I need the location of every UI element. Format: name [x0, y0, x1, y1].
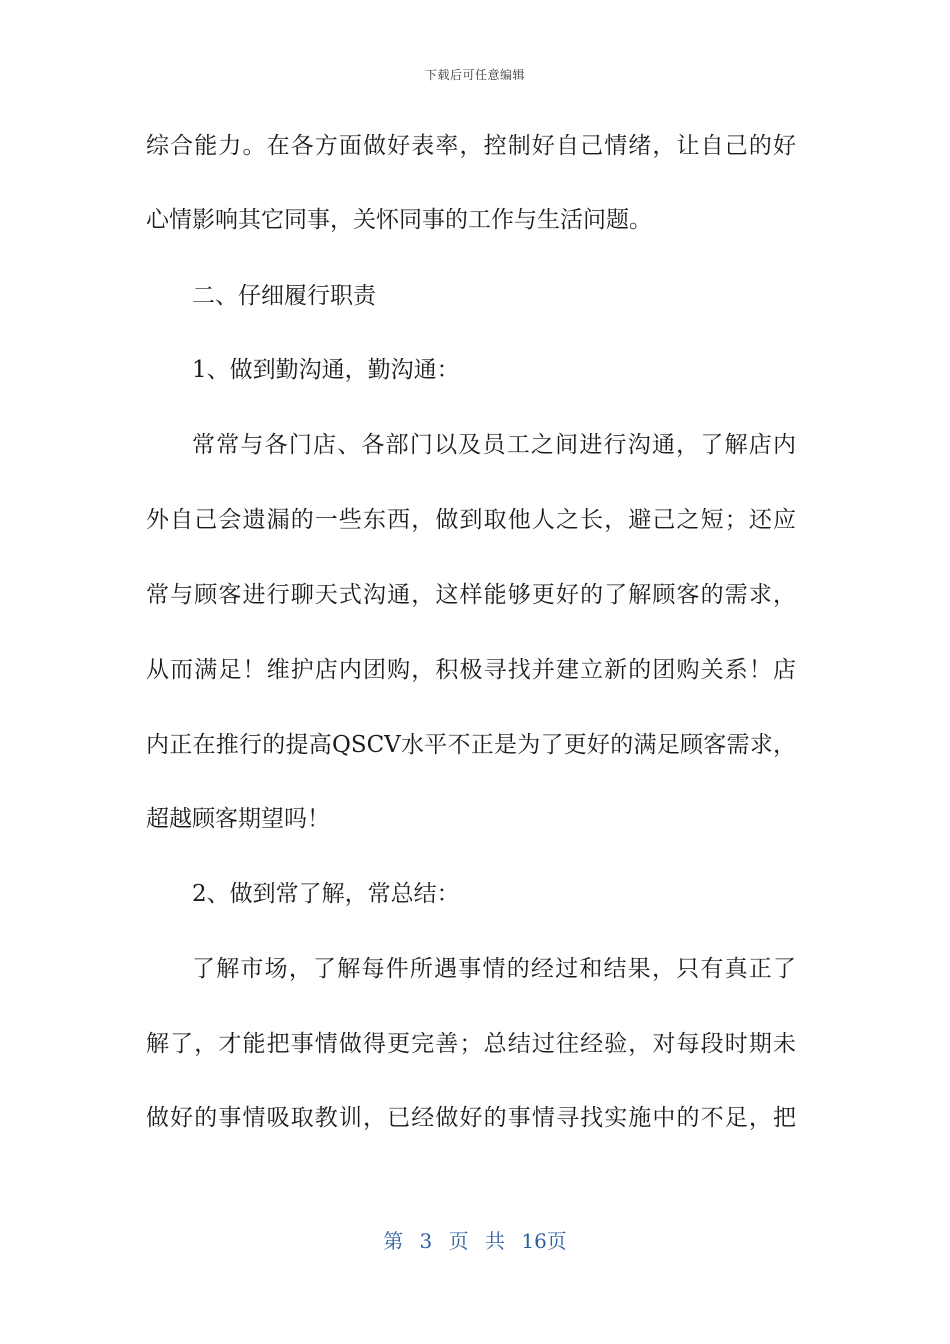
paragraph-line: 内正在推行的提高QSCV水平不正是为了更好的满足顾客需求， — [146, 732, 796, 758]
paragraph-line: 综合能力。在各方面做好表率，控制好自己情绪，让自己的好 — [146, 133, 796, 159]
paragraph-line: 超越顾客期望吗！ — [146, 806, 330, 832]
subsection-heading: 1、做到勤沟通，勤沟通： — [192, 357, 460, 383]
section-heading: 二、仔细履行职责 — [192, 283, 376, 309]
paragraph-line: 从而满足！维护店内团购，积极寻找并建立新的团购关系！店 — [146, 657, 796, 683]
paragraph-line: 常常与各门店、各部门以及员工之间进行沟通，了解店内 — [192, 432, 796, 458]
paragraph-line: 常与顾客进行聊天式沟通，这样能够更好的了解顾客的需求， — [146, 582, 796, 608]
subsection-heading: 2、做到常了解，常总结： — [192, 881, 460, 907]
page-number-footer: 第 3 页 共 16页 — [383, 1229, 567, 1253]
paragraph-line: 解了，才能把事情做得更完善；总结过往经验，对每段时期未 — [146, 1031, 796, 1057]
paragraph-line: 心情影响其它同事，关怀同事的工作与生活问题。 — [146, 207, 652, 233]
page-header-note: 下载后可任意编辑 — [424, 68, 525, 82]
paragraph-line: 做好的事情吸取教训，已经做好的事情寻找实施中的不足，把 — [146, 1105, 796, 1131]
paragraph-line: 外自己会遗漏的一些东西，做到取他人之长，避己之短；还应 — [146, 507, 796, 533]
paragraph-line: 了解市场，了解每件所遇事情的经过和结果，只有真正了 — [192, 956, 796, 982]
